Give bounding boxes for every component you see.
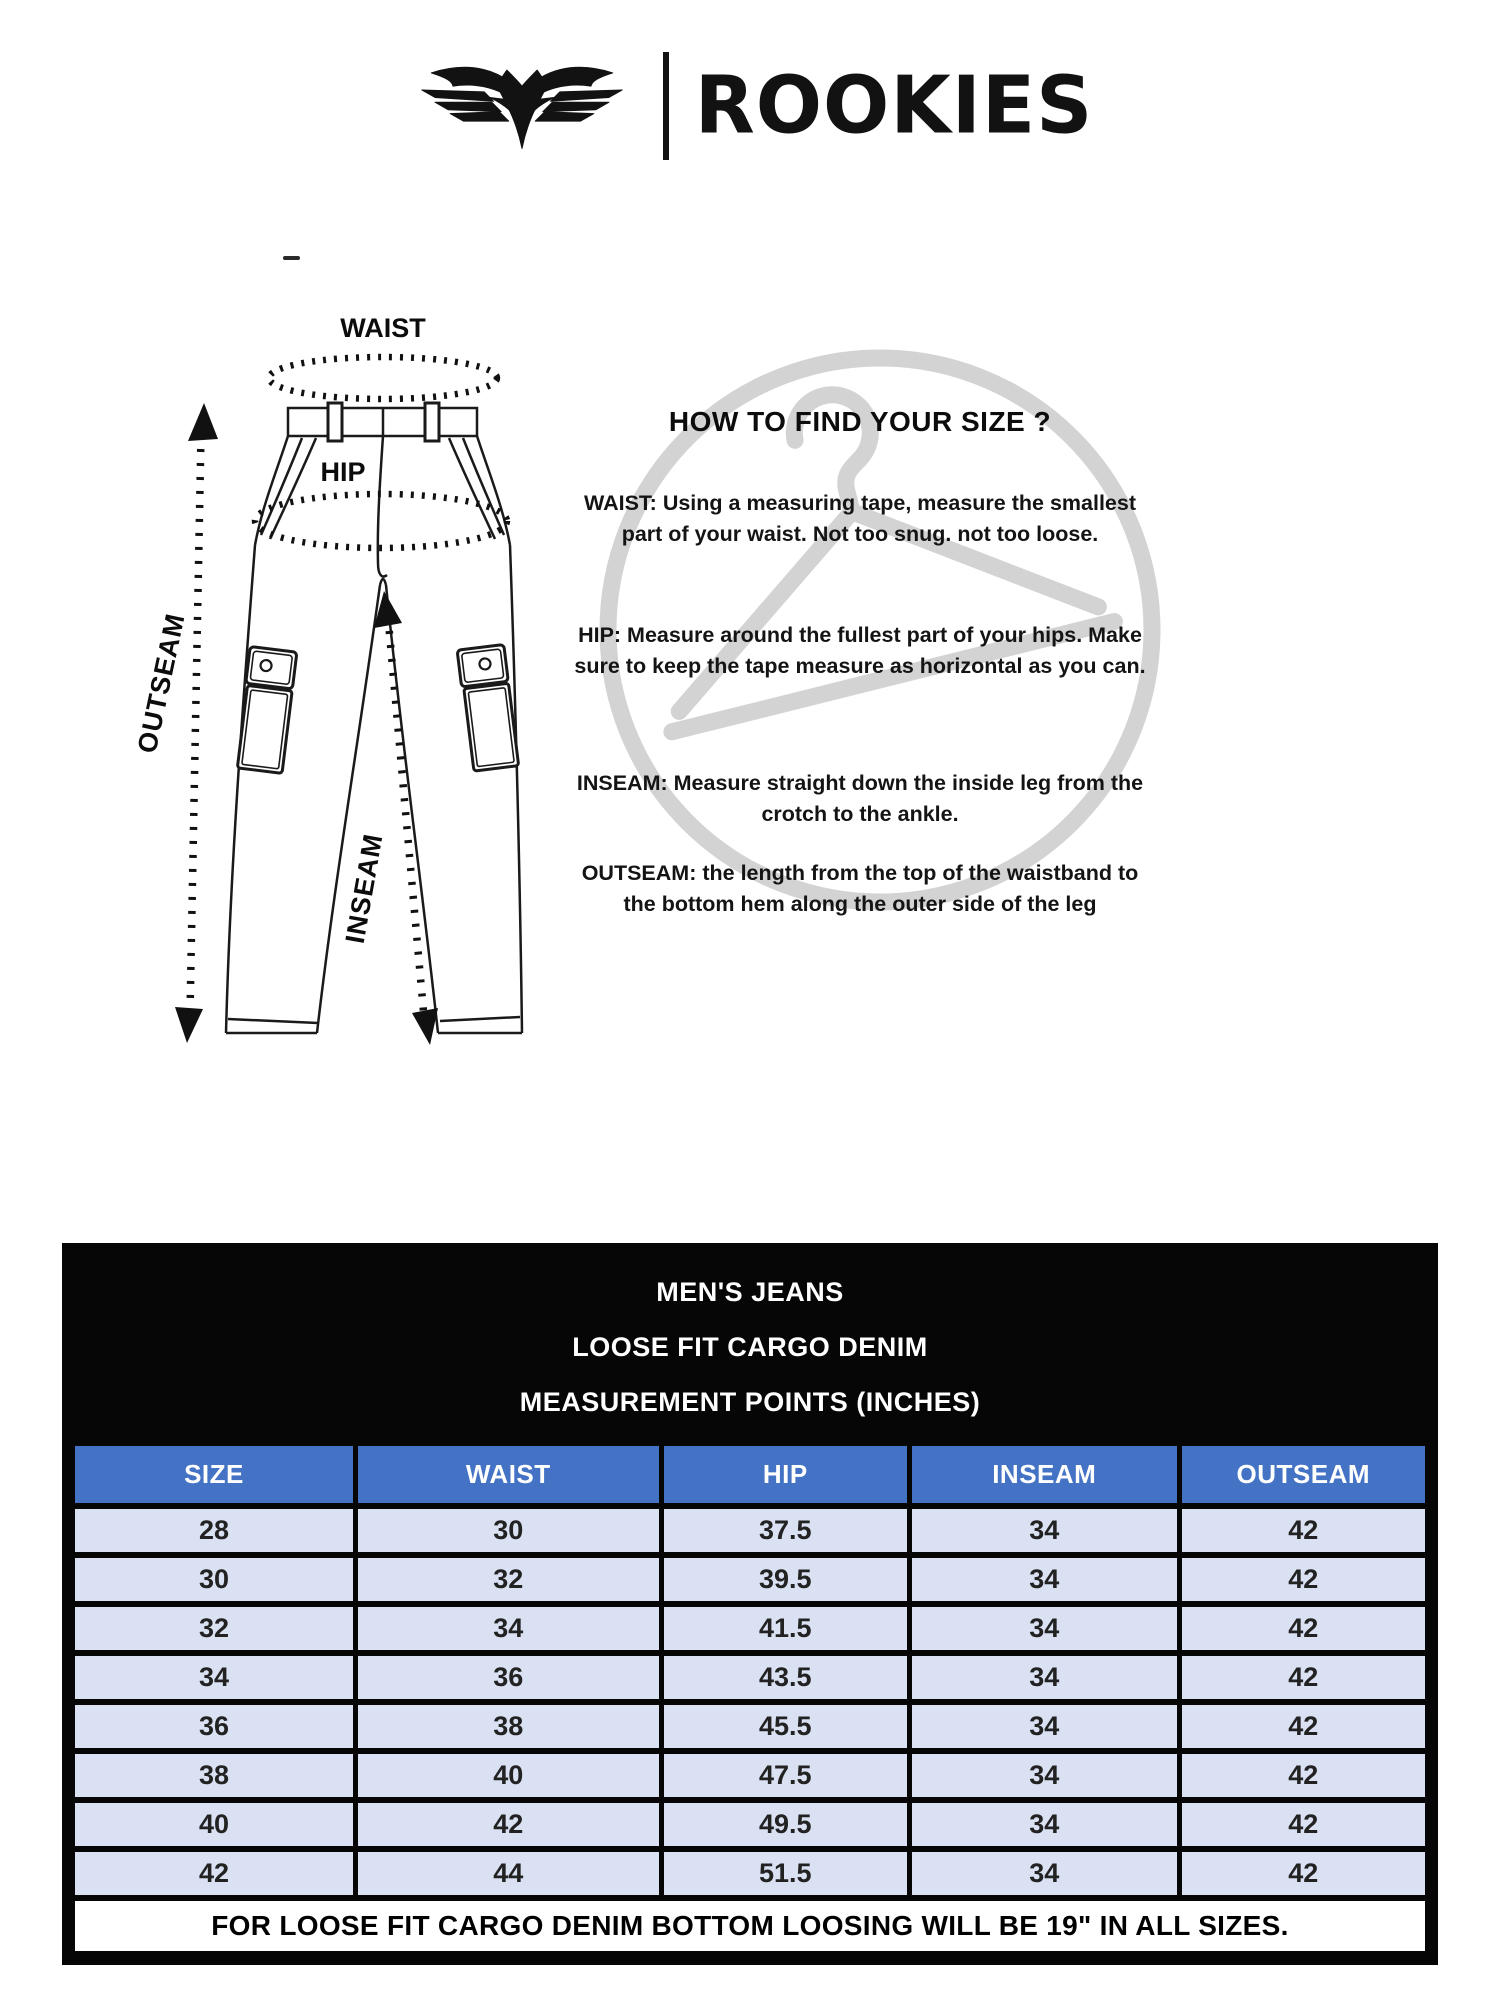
waist-measure-ellipse: [269, 357, 497, 399]
table-title-line-3: MEASUREMENT POINTS (INCHES): [519, 1387, 981, 1417]
table-title-line-2: LOOSE FIT CARGO DENIM: [572, 1332, 928, 1362]
table-cell: 42: [1182, 1754, 1425, 1797]
table-cell: 42: [1182, 1558, 1425, 1601]
table-cell: 32: [75, 1607, 353, 1650]
size-table-header-row: [75, 1446, 1425, 1503]
table-row: [75, 1509, 1425, 1552]
table-cell: 44: [358, 1852, 659, 1895]
size-table: [70, 1440, 1430, 1957]
table-cell: 40: [75, 1803, 353, 1846]
table-cell: 41.5: [664, 1607, 907, 1650]
table-cell: 42: [1182, 1705, 1425, 1748]
table-cell: 34: [912, 1656, 1177, 1699]
column-header-hip: HIP: [664, 1446, 907, 1503]
how-to-outseam-label: OUTSEAM:: [581, 861, 697, 885]
table-cell: 34: [912, 1803, 1177, 1846]
table-row: [75, 1754, 1425, 1797]
diagram-waist-label: WAIST: [340, 313, 426, 343]
size-table-footer-row: [75, 1901, 1425, 1951]
table-cell: 30: [358, 1509, 659, 1552]
table-cell: 42: [358, 1803, 659, 1846]
table-cell: 39.5: [664, 1558, 907, 1601]
table-cell: 30: [75, 1558, 353, 1601]
how-to-hip-text: Measure around the fullest part of your hips. Make sure to keep the tape measure as horizontal as you can.: [574, 623, 1146, 679]
table-cell: 34: [358, 1607, 659, 1650]
diagram-outseam-label: OUTSEAM: [131, 610, 191, 756]
table-row: [75, 1705, 1425, 1748]
how-to-waist-text: Using a measuring tape, measure the smallest part of your waist. Not too snug. not too loose.: [621, 491, 1136, 547]
table-cell: 45.5: [664, 1705, 907, 1748]
table-title-line-1: MEN'S JEANS: [656, 1277, 844, 1307]
table-cell: 34: [912, 1509, 1177, 1552]
table-cell: 36: [75, 1705, 353, 1748]
how-to-title: HOW TO FIND YOUR SIZE ?: [668, 406, 1052, 437]
table-cell: 51.5: [664, 1852, 907, 1895]
table-cell: 34: [912, 1754, 1177, 1797]
how-to-waist: [570, 488, 1150, 550]
table-cell: 34: [912, 1607, 1177, 1650]
how-to-hip: [570, 620, 1150, 682]
how-to-outseam: [570, 858, 1150, 920]
table-cell: 42: [1182, 1803, 1425, 1846]
how-to-inseam-text: Measure straight down the inside leg from the crotch to the ankle.: [667, 771, 1144, 827]
table-cell: 42: [75, 1852, 353, 1895]
table-cell: 34: [75, 1656, 353, 1699]
table-cell: 43.5: [664, 1656, 907, 1699]
table-cell: 28: [75, 1509, 353, 1552]
table-cell: 37.5: [664, 1509, 907, 1552]
table-cell: 38: [75, 1754, 353, 1797]
table-cell: 38: [358, 1705, 659, 1748]
inseam-arrow: [374, 591, 438, 1045]
brand-header: [0, 52, 1500, 160]
table-cell: 49.5: [664, 1803, 907, 1846]
how-to-outseam-text: the length from the top of the waistband to the bottom hem along the outer side of the leg: [623, 861, 1139, 917]
table-cell: 34: [912, 1705, 1177, 1748]
size-table-section: [62, 1243, 1438, 1965]
table-cell: 36: [358, 1656, 659, 1699]
diagram-inseam-label: INSEAM: [339, 831, 389, 946]
table-row: [75, 1607, 1425, 1650]
table-cell: 42: [1182, 1509, 1425, 1552]
table-cell: 42: [1182, 1656, 1425, 1699]
how-to-inseam-label: INSEAM:: [576, 771, 668, 795]
diagram-hip-label: HIP: [320, 457, 366, 487]
table-cell: 40: [358, 1754, 659, 1797]
outseam-arrow: [175, 403, 218, 1043]
table-cell: 47.5: [664, 1754, 907, 1797]
table-row: [75, 1558, 1425, 1601]
table-row: [75, 1803, 1425, 1846]
how-to-waist-label: WAIST:: [583, 491, 657, 515]
table-row: [75, 1656, 1425, 1699]
how-to-section: [570, 400, 1150, 980]
brand-name: ROOKIES: [694, 60, 1094, 152]
size-table-body: [75, 1509, 1425, 1895]
column-header-inseam: INSEAM: [912, 1446, 1177, 1503]
column-header-waist: WAIST: [358, 1446, 659, 1503]
hip-measure-ellipse: [255, 494, 507, 548]
how-to-inseam: [570, 768, 1150, 830]
column-header-outseam: OUTSEAM: [1182, 1446, 1425, 1503]
table-cell: 32: [358, 1558, 659, 1601]
how-to-hip-label: HIP:: [578, 623, 622, 647]
wings-logo-icon: [407, 54, 637, 158]
size-table-footnote: FOR LOOSE FIT CARGO DENIM BOTTOM LOOSING WILL BE 19" IN ALL SIZES.: [75, 1901, 1425, 1951]
size-table-title: [70, 1251, 1430, 1440]
table-cell: 34: [912, 1558, 1177, 1601]
column-header-size: SIZE: [75, 1446, 353, 1503]
brand-divider: [663, 52, 669, 160]
table-cell: 42: [1182, 1852, 1425, 1895]
table-cell: 34: [912, 1852, 1177, 1895]
table-cell: 42: [1182, 1607, 1425, 1650]
pants-measurement-diagram: [130, 245, 560, 1065]
table-row: [75, 1852, 1425, 1895]
